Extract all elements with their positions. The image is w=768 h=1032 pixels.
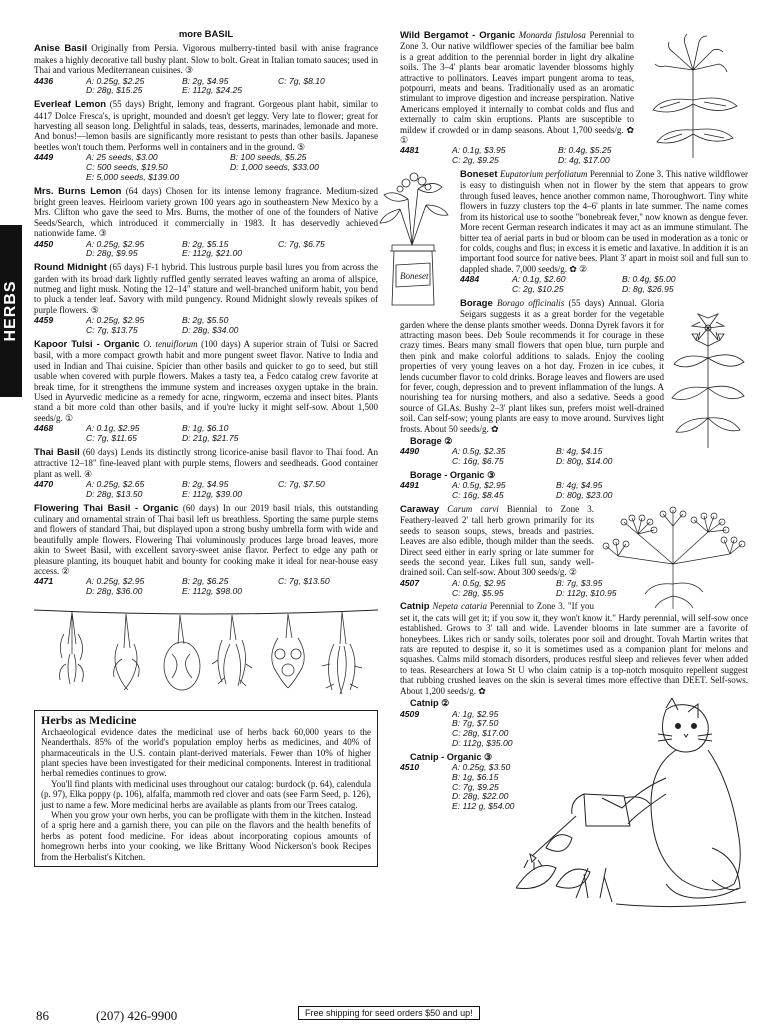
price-option[interactable]: E: 112g, $21.00: [182, 248, 243, 259]
price-option[interactable]: B: 2g, $5.15: [182, 238, 229, 249]
product-description: (60 days) Lends its distinctly strong licorice-anise basil flavor to Thai food. An attractive 12–18" fine-leaved plant with purple stems, flowers and seedheads. Good container plant as well. ④: [34, 446, 379, 479]
herbs-as-medicine-box: [34, 710, 378, 867]
price-option[interactable]: D: 28g, $36.00: [86, 586, 143, 597]
product-name: Flowering Thai Basil - Organic: [34, 502, 179, 514]
product-name: Wild Bergamot - Organic: [400, 30, 516, 41]
price-list: [400, 146, 634, 166]
price-list: [34, 480, 378, 500]
price-list: [400, 447, 664, 467]
price-list: [34, 153, 378, 182]
price-option[interactable]: A: 0.5g, $2.95: [452, 480, 506, 491]
product-borage: [400, 298, 748, 501]
product-description: (55 days) Bright, lemony and fragrant. Gorgeous plant habit, similar to 4417 Dolce Fresca's, is upright, mounded and doesn't get leggy. Very late to flower; great for harvesting all season long. Delightful in salads, teas, desserts, marinades, lemonade and more. And bonus!—lemon basils are significantly more resistant to pests than other basils. Japanese beetles won't touch them. Performs well in containers and in the ground. ⑤: [34, 99, 379, 152]
price-option[interactable]: C: 7g, $7.50: [278, 478, 325, 489]
product-description: (60 days) In our 2019 basil trials, this outstanding culinary and ornamental strain of Thai basil left us breathless. Sporting the same purple stems and flowers of standard Thai, but displayed upon a strong bushy umbrella form with wide and beautifully ample flowers. Flowering Thai voluminously produces large broad leaves, more akin to Sweet Basil, with excellent savory-sweet anise flavor. Perfect to edge any path or pleasure planting, its bouquet habit and bounty for cooking make it ideal for near-house easy access. ②: [34, 502, 378, 576]
price-option[interactable]: D: 80g, $14.00: [556, 456, 613, 467]
product-description: Biennial to Zone 3. Feathery-leaved 2' tall herb grown primarily for its seeds to season soups, stews, breads and pastries. Leaves are also edible, though milder than the seeds. Direct seed either in early spring or late summer for seeds the second year. Likes full sun, sandy well-drained soil. Can self-sow. About 300 seeds/g. ②: [400, 504, 594, 578]
product-name: Anise Basil: [34, 43, 88, 55]
boneset-jar-illustration: [372, 169, 456, 309]
price-option[interactable]: A: 0.1g, $2.95: [86, 423, 140, 434]
price-option[interactable]: D: 28g, $13.50: [86, 488, 143, 499]
price-option[interactable]: E: 112 g, $54.00: [452, 801, 515, 812]
price-option[interactable]: E: 5,000 seeds, $139.00: [86, 171, 180, 182]
price-option[interactable]: B: 4g, $4.95: [556, 480, 603, 491]
sku: 4470: [34, 478, 54, 489]
sku: 4491: [400, 480, 420, 491]
free-shipping-banner: Free shipping for seed orders $50 and up!: [298, 1006, 480, 1020]
sku: 4510: [400, 762, 420, 773]
cat-watering-can-illustration: [516, 698, 748, 910]
price-list: [34, 240, 378, 260]
product-name: Boneset: [460, 169, 498, 181]
price-option[interactable]: C: 7g, $6.75: [278, 238, 325, 249]
herb-bundle-icon: [164, 615, 200, 690]
price-option[interactable]: A: 0.1g, $2.60: [512, 274, 566, 285]
price-option[interactable]: A: 0.25g, $2.95: [86, 576, 145, 587]
box-paragraph: You'll find plants with medicinal uses throughout our catalog: burdock (p. 64), calendula (p. 97), Elka poppy (p. 106), alfalfa, mammoth red clover and oats (see Farm Seed, p. 126), just to name a few. More medicinal herbs are available as plants from our Trees catalog.: [41, 778, 371, 810]
section-tab-herbs: [0, 225, 22, 397]
variant-borage: Borage ②: [410, 436, 453, 446]
product-description: Perennial to Zone 3. This native wildflower is easy to distinguish when not in flower by the stem that appears to grow through fused leaves, hence another common name, Thoroughwort. Tiny white flowers in fuzzy clusters top the 4–6' plants in late summer. The name comes from its historical use to soothe "bonebreak fever," now known as dengue fever. More recent German research indicates it may act as an immune stimulant. The bitter tea of aerial parts in bud or bloom can be used in moderation as a tonic or for colds, coughs and flus; in excess it is emetic and laxative. In addition it is an important food source for native bees. Plant 3' apart in moist soil and full sun to dappled shade. 7,000 seeds/g. ✿ ②: [460, 169, 749, 274]
price-option[interactable]: C: 7g, $11.65: [86, 432, 137, 443]
sku: 4468: [34, 423, 54, 434]
price-option[interactable]: C: 7g, $13.50: [278, 576, 330, 587]
price-option[interactable]: B: 0.4g, $5.25: [558, 145, 612, 156]
price-option[interactable]: E: 112g, $24.25: [182, 85, 243, 96]
price-option[interactable]: C: 28g, $5.95: [452, 587, 504, 598]
sku: 4490: [400, 446, 420, 457]
sku: 4471: [34, 576, 54, 587]
borage-flower-illustration: [668, 298, 748, 448]
product-catnip: [400, 601, 748, 812]
price-option[interactable]: C: 28g, $17.00: [452, 728, 509, 739]
product-round-midnight: [34, 262, 378, 336]
sku: 4481: [400, 145, 420, 156]
product-description: (100 days) A superior strain of Tulsi or Sacred basil, with a more compact growth habit and more pungent sweet flavor. Native to India and used in Indian and Thai cuisine. Spicier than other basils and quicker to go to seed, but still usable when covered with purple flowers. Makes a tasty tea, a Fedco catalog crew favorite at break time, for it strengthens the immune system and increases oxygen uptake in the brain. Used in Ayurvedic medicine as a remedy for acne, ringworm, eczema and insect bites. Plants stand a bit more cold than other basils, and if you're lucky it might self-sow. About 1,500 seeds/g. ①: [34, 338, 379, 423]
product-flowering-thai-basil: [34, 503, 378, 597]
sku: 4449: [34, 152, 54, 163]
phone-number[interactable]: (207) 426-9900: [96, 1008, 178, 1023]
price-list: [400, 710, 512, 749]
price-list: [400, 577, 617, 599]
product-caraway: [400, 504, 748, 598]
herb-bundle-icon: [60, 612, 84, 684]
sku: 4509: [400, 708, 420, 719]
product-description: Originally from Persia. Vigorous mulberry-tinted basil with anise fragrance makes a highly decorative tall bushy plant. Slow to bolt. Great in Italian tomato sauces; used in Thai and various Mediterranean cuisines. ③: [34, 43, 378, 76]
price-option[interactable]: B: 4g, $4.15: [556, 446, 603, 457]
scientific-name: Monarda fistulosa: [518, 30, 586, 40]
price-option[interactable]: E: 112g, $98.00: [182, 586, 243, 597]
price-option[interactable]: B: 0.4g, $5.00: [622, 274, 676, 285]
product-mrs-burns-lemon: [34, 186, 378, 260]
price-list: [34, 316, 378, 336]
price-option[interactable]: A: 0.5g, $2.35: [452, 446, 506, 457]
product-name: Mrs. Burns Lemon: [34, 185, 122, 197]
herb-bundle-icon: [212, 615, 252, 686]
product-name: Everleaf Lemon: [34, 99, 107, 111]
product-description: Perennial to Zone 3. Our native wildflower species of the familiar bee balm is a great addition to the perennial border in light dry alkaline soils. The 3–4' plants bear aromatic lavender blossoms highly attractive to pollinators. Leaves impart pungent aroma to teas, potpourri, meats and beans. Traditionally used as an aromatic stimulant to improve digestion and increase perspiration. Native Americans employed it internally to combat colds and flus and externally to calm skin eruptions. Plants are susceptible to mildew if crowded or in damp seasons. About 1,700 seeds/g. ✿ ①: [400, 30, 634, 146]
price-option[interactable]: A: 0.25g, $2.65: [86, 478, 145, 489]
price-option[interactable]: C: 2g, $10.25: [512, 283, 564, 294]
price-option[interactable]: B: 2g, $6.25: [182, 576, 229, 587]
price-option[interactable]: E: 112g, $39.00: [182, 488, 243, 499]
price-option[interactable]: D: 28g, $34.00: [182, 325, 239, 336]
sku: 4459: [34, 315, 54, 326]
section-tab-label: HERBS: [2, 280, 19, 342]
drying-herbs-illustration: [34, 604, 378, 704]
product-description: (55 days) Annual. Gloria Seigars suggests it as a great border for the vegetable garden where the dense plants smother weeds. Donna Dyrek favors it for attracting mason bees. Deb Soule recommends it for courage in these crazy times. Bears many small flowers that open blue, turn purple and then pink and make colorful additions to salads. Enjoy the cooling properties of very young leaves on a hot day. Frozen in ice cubes, it lends cucumber flavor to cold drinks. Borage leaves and flowers are used for fever, cough, depression and to prevent inflammation of the lungs. A nourishing tea for nursing mothers, and also a sedative. Seeds a good source of GLAs. Bushy 2–3' plant likes sun, prefers moist well-drained soil. Can self-sow; young plants are easy to move around. Survives light frosts. About 50 seeds/g. ✿: [400, 297, 665, 434]
price-option[interactable]: D: 112g, $35.00: [452, 737, 513, 748]
price-option[interactable]: D: 28g, $9.95: [86, 248, 138, 259]
product-thai-basil: [34, 447, 378, 500]
price-option[interactable]: A: 0.25g, $3.50: [452, 762, 511, 773]
price-option[interactable]: A: 0.25g, $2.95: [86, 238, 145, 249]
price-option[interactable]: B: 100 seeds, $5.25: [230, 152, 307, 163]
page-footer: [34, 1006, 748, 1028]
price-option[interactable]: C: 16g, $8.45: [452, 490, 504, 501]
product-boneset: [372, 169, 748, 295]
product-anise-basil: [34, 43, 378, 96]
sku: 4507: [400, 577, 420, 588]
price-option[interactable]: B: 2g, $4.95: [182, 478, 229, 489]
product-name: Kapoor Tulsi - Organic: [34, 338, 140, 350]
scientific-name: Carum carvi: [447, 504, 499, 514]
product-description: (64 days) Chosen for its intense lemony fragrance. Medium-sized bright green leaves. Heirloom variety grown 100 years ago in southeastern New Mexico by a Mrs. Clifton who gave the seed to Mrs. Burns, the mother of one of the founders of Native Seeds/Search, which introduced it commercially in 1983. It has deservedly achieved nationwide fame. ③: [34, 185, 379, 239]
price-list: [400, 762, 515, 812]
sku: 4484: [460, 274, 480, 285]
price-option[interactable]: C: 2g, $9.25: [452, 155, 499, 166]
variant-borage-organic: Borage - Organic ③: [410, 470, 496, 480]
herb-bundle-icon: [322, 612, 362, 694]
variant-catnip-organic: Catnip - Organic ③: [410, 751, 493, 762]
scientific-name: O. tenuiflorum: [143, 338, 198, 349]
price-option[interactable]: D: 8g, $26.95: [622, 283, 674, 294]
price-option[interactable]: D: 80g, $23.00: [556, 490, 613, 501]
box-paragraph: Archaeological evidence dates the medicinal use of herbs back 60,000 years to the Neanderthals. 85% of the world's population employ herbs as medicines, and 40% of pharmaceuticals in the U.S. contain plant-derived materials. Fewer than 10% of higher plant species have been investigated for their medicinal components. Interest in traditional herbal remedies continues to grow.: [41, 726, 371, 779]
price-option[interactable]: D: 112g, $10.95: [556, 587, 617, 598]
product-kapoor-tulsi: [34, 339, 378, 444]
price-option[interactable]: A: 0.5g, $2.95: [452, 577, 506, 588]
price-option[interactable]: D: 1,000 seeds, $33.00: [230, 162, 319, 173]
price-list: [400, 481, 748, 501]
product-name: Borage: [460, 297, 493, 309]
page-number: 86: [36, 1008, 49, 1023]
right-column: [400, 30, 748, 910]
product-name: Caraway: [400, 504, 440, 515]
price-option[interactable]: B: 1g, $6.10: [182, 423, 229, 434]
price-option[interactable]: C: 7g, $13.75: [86, 325, 138, 336]
variant-catnip: Catnip ②: [410, 698, 450, 709]
herb-bundle-icon: [114, 614, 139, 690]
price-option[interactable]: C: 16g, $6.75: [452, 456, 504, 467]
price-list: [34, 77, 378, 97]
box-paragraph: When you grow your own herbs, you can be profligate with them in the kitchen. Instead of a sprig here and a garnish there, you can pile on the flavors and the health benefits of herbs as potent food medicine. For ideas about incorporating copious amounts of homegrown herbs into your cooking, we like Brittany Wood Nickerson's book Recipes from the Herbalist's Kitchen.: [41, 810, 371, 862]
price-option[interactable]: C: 7g, $9.25: [452, 781, 499, 792]
product-name: Catnip: [400, 601, 430, 613]
price-list: [460, 275, 748, 295]
price-option[interactable]: C: 7g, $8.10: [278, 75, 325, 86]
bergamot-flower-illustration: [638, 30, 748, 160]
section-heading: more BASIL: [178, 29, 234, 40]
umbel: [621, 515, 657, 534]
product-name: Thai Basil: [34, 446, 80, 458]
product-wild-bergamot: [400, 30, 748, 166]
price-option[interactable]: B: 7g, $7.50: [452, 718, 499, 729]
price-option[interactable]: B: 1g, $6.15: [452, 771, 499, 782]
product-name: Round Midnight: [34, 262, 107, 274]
price-option[interactable]: D: 21g, $21.75: [182, 432, 239, 443]
product-description: (65 days) F-1 hybrid. This lustrous purple basil lures you from across the garden with its broad dark lightly ruffled gently serrated leaves wafting an aroma of allspice, nutmeg and light musk. Noting the 12–14" stature and well-branched uniform habit, you bend to pluck a tender leaf. Savory with mild pungency. Round Midnight slowly reveals spikes of purple flowers. ⑤: [34, 262, 379, 315]
product-everleaf-lemon: [34, 99, 378, 182]
jar-label: Boneset: [400, 271, 429, 282]
sku: 4450: [34, 238, 54, 249]
price-option[interactable]: C: 500 seeds, $19.50: [86, 162, 168, 173]
price-option[interactable]: B: 2g, $5.50: [182, 315, 229, 326]
price-option[interactable]: A: 0.25g, $2.95: [86, 315, 145, 326]
box-title: Herbs as Medicine: [41, 713, 137, 728]
price-option[interactable]: B: 2g, $4.95: [182, 75, 229, 86]
scientific-name: Borago officinalis: [497, 297, 565, 308]
left-column: [34, 30, 378, 867]
price-list: [34, 577, 378, 597]
price-option[interactable]: A: 1g, $2.95: [452, 708, 499, 719]
sku: 4436: [34, 75, 54, 86]
price-list: [34, 424, 378, 444]
scientific-name: Eupatorium perfoliatum: [499, 169, 588, 180]
herb-bundle-icon: [272, 614, 305, 688]
scientific-name: Nepeta cataria: [432, 601, 487, 612]
price-option[interactable]: D: 28g, $22.00: [452, 791, 509, 802]
price-option[interactable]: D: 4g, $17.00: [558, 155, 610, 166]
price-option[interactable]: A: 0.1g, $3.95: [452, 145, 506, 156]
price-option[interactable]: A: 25 seeds, $3.00: [86, 152, 158, 163]
product-description: Perennial to Zone 3. "If you set it, the cats will get it; if you sow it, they won't know it." Hardy perennial, will self-sow once established. Grows to 3' tall and wide. Lavender blooms in late summer are a favorite of honeybees. Likes rich or sandy soils, tolerates poor soil and drought. Tovah Martin writes that rats are reputed to despise it, so it is sometimes used as a companion plant for melons and squashes. Calms mild stomach disorders, produces restful sleep and relieves fever when added to teas. Researchers at Iowa St U who claim catnip is a top-notch mosquito repellent suggest that rubbing crushed leaves on the skin is several times more effective than DEET. Self-sows. About 1,200 seeds/g. ✿: [400, 601, 748, 696]
price-option[interactable]: A: 0.25g, $2.25: [86, 75, 145, 86]
price-option[interactable]: B: 7g, $3.95: [556, 577, 603, 588]
price-option[interactable]: D: 28g, $15.25: [86, 85, 143, 96]
